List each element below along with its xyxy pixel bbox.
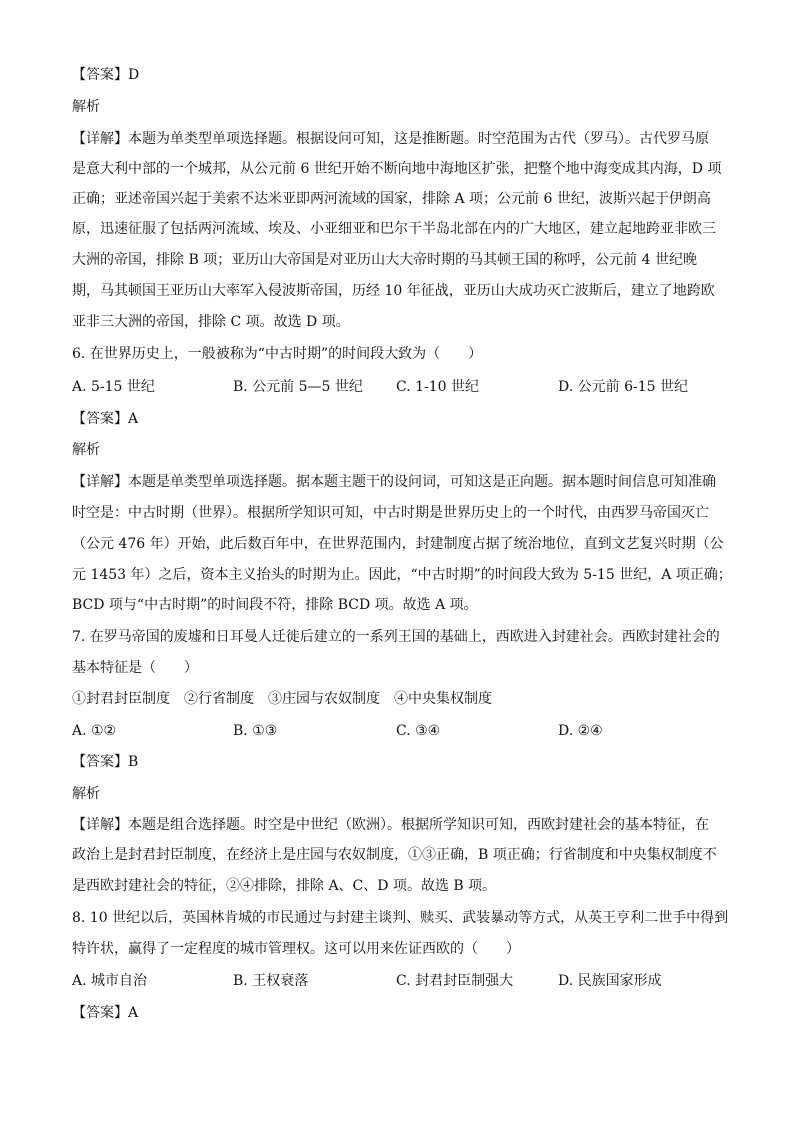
- q8-option-d: D. 民族国家形成: [558, 973, 662, 989]
- q7-options: [72, 721, 732, 741]
- q7-option-d: D. ②④: [558, 723, 603, 739]
- q5-answer: 【答案】D: [72, 67, 140, 83]
- q5-detail-line: 是意大利中部的一个城邦，从公元前 6 世纪开始不断向地中海地区扩张，把整个地中海变成其内海，D 项: [72, 161, 722, 177]
- q6-answer: 【答案】A: [72, 411, 139, 427]
- q7-answer: 【答案】B: [72, 754, 139, 770]
- q7-option-b: B. ①③: [233, 723, 278, 739]
- q5-detail-line: 大洲的帝国，排除 B 项；亚历山大帝国是对亚历山大大帝时期的马其顿王国的称呼，公元前 4 世纪晚: [72, 252, 697, 268]
- q6-detail-line: 【详解】本题是单类型单项选择题。据本题主题干的设问词，可知这是正向题。据本题时间信息可知准确: [72, 474, 716, 490]
- q6-detail-line: （公元 476 年）开始，此后数百年中，在世界范围内，封建制度占据了统治地位，直到文艺复兴时期（公: [72, 536, 724, 552]
- q7-analysis-heading: 解析: [72, 786, 100, 802]
- q8-option-a: A. 城市自治: [72, 973, 148, 989]
- q6-detail-line: 元 1453 年）之后，资本主义抬头的时期为止。因此，“中古时期”的时间段大致为 5-15 世纪，A 项正确；: [72, 567, 732, 583]
- q6-option-c: C. 1-10 世纪: [396, 379, 480, 395]
- q6-detail-line: BCD 项与“中古时期”的时间段不符，排除 BCD 项。故选 A 项。: [72, 597, 478, 613]
- q7-option-a: A. ①②: [72, 723, 117, 739]
- q6-options: [72, 377, 732, 397]
- q6-option-d: D. 公元前 6-15 世纪: [558, 379, 688, 395]
- q6-stem: 6. 在世界历史上，一般被称为“中古时期”的时间段大致为（ ）: [72, 346, 483, 362]
- q8-options: [72, 971, 732, 991]
- q7-items: ①封君封臣制度 ②行省制度 ③庄园与农奴制度 ④中央集权制度: [72, 691, 492, 707]
- q8-option-b: B. 王权衰落: [233, 973, 309, 989]
- q7-option-c: C. ③④: [396, 723, 441, 739]
- q5-detail-line: 【详解】本题为单类型单项选择题。根据设问可知，这是推断题。时空范围为古代（罗马）。古代罗马原: [72, 131, 709, 147]
- q7-stem-line: 7. 在罗马帝国的废墟和日耳曼人迁徙后建立的一系列王国的基础上，西欧进入封建社会。西欧封建社会的: [72, 629, 720, 645]
- q8-stem-line: 8. 10 世纪以后，英国林肯城的市民通过与封建主谈判、赎买、武装暴动等方式，从英王亨利二世手中得到: [72, 910, 729, 926]
- q8-option-c: C. 封君封臣制强大: [396, 973, 514, 989]
- q5-detail-line: 正确；亚述帝国兴起于美索不达米亚即两河流域的国家，排除 A 项；公元前 6 世纪，波斯兴起于伊朗高: [72, 191, 711, 207]
- q7-detail-line: 【详解】本题是组合选择题。时空是中世纪（欧洲）。根据所学知识可知，西欧封建社会的基本特征，在: [72, 817, 709, 833]
- q6-option-a: A. 5-15 世纪: [72, 379, 155, 395]
- q6-detail-line: 时空是：中古时期（世界）。根据所学知识可知，中古时期是世界历史上的一个时代，由西罗马帝国灭亡: [72, 505, 709, 521]
- q5-detail-line: 原，迅速征服了包括两河流域、埃及、小亚细亚和巴尔干半岛北部在内的广大地区，建立起地跨亚非欧三: [72, 221, 716, 237]
- q5-detail-line: 亚非三大洲的帝国，排除 C 项。故选 D 项。: [72, 314, 350, 330]
- q7-detail-line: 是西欧封建社会的特征，②④排除，排除 A、C、D 项。故选 B 项。: [72, 878, 497, 894]
- q5-analysis-heading: 解析: [72, 99, 100, 115]
- q5-detail-line: 期，马其顿国王亚历山大率军入侵波斯帝国，历经 10 年征战，亚历山大成功灭亡波斯后，建立了地跨欧: [72, 283, 715, 299]
- q7-detail-line: 政治上是封君封臣制度，在经济上是庄园与农奴制度，①③正确，B 项正确；行省制度和中央集权制度不: [72, 847, 717, 863]
- q6-analysis-heading: 解析: [72, 442, 100, 458]
- q7-stem-line: 基本特征是（ ）: [72, 660, 198, 676]
- q8-answer: 【答案】A: [72, 1005, 139, 1021]
- q8-stem-line: 特许状，赢得了一定程度的城市管理权。这可以用来佐证西欧的（ ）: [72, 941, 520, 957]
- q6-option-b: B. 公元前 5—5 世纪: [233, 379, 363, 395]
